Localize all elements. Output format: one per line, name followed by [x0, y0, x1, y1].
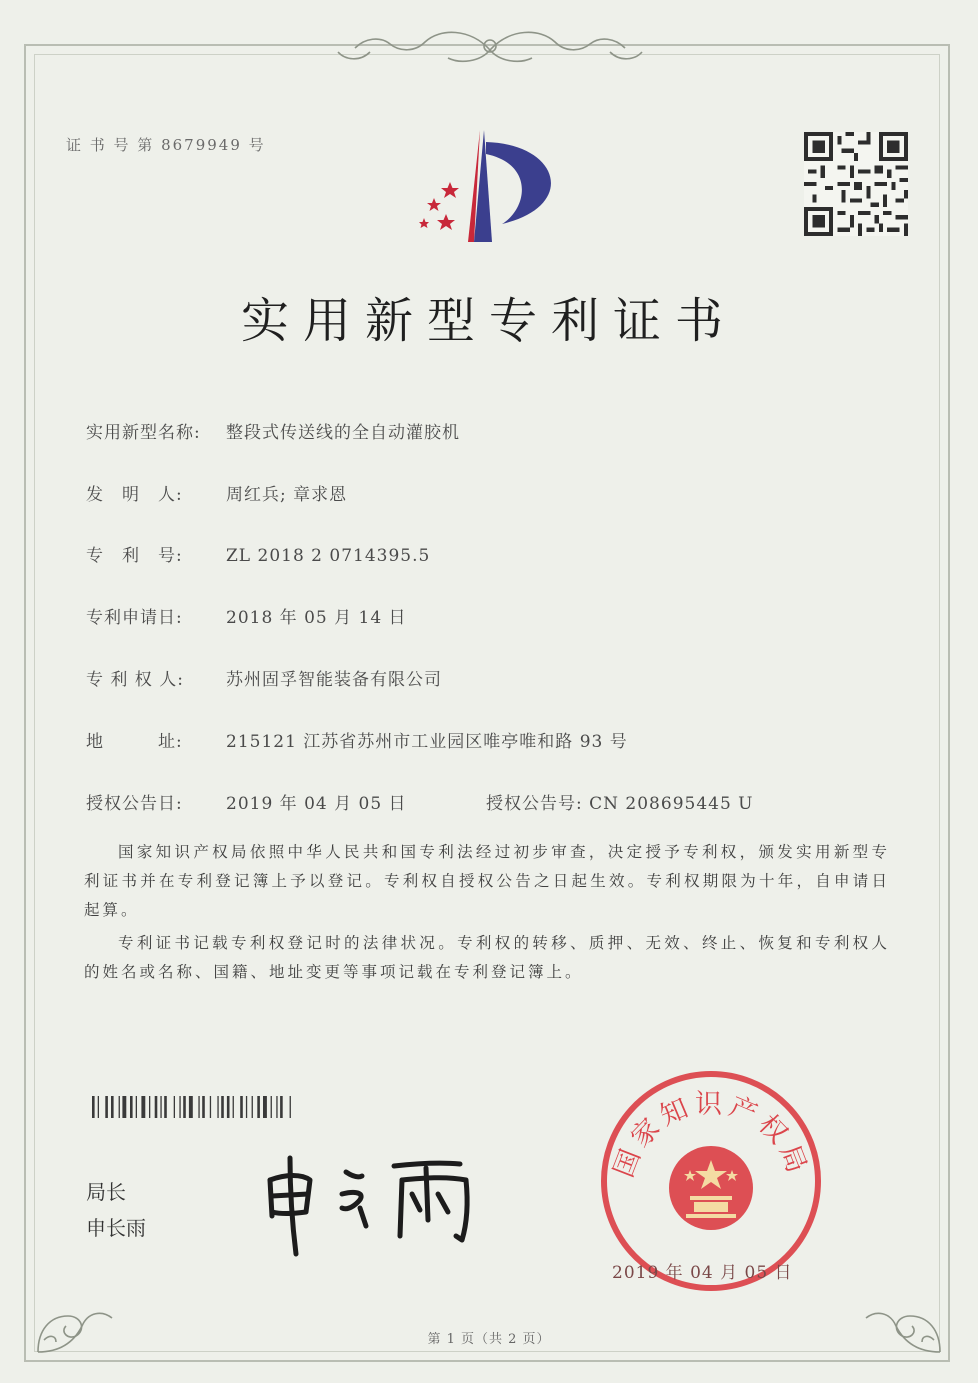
field-patentee: [86, 665, 442, 690]
seal-text: 国家知识产权局: [608, 1089, 814, 1182]
certificate-title: 实用新型专利证书: [240, 293, 737, 349]
barcode-bar: [276, 1096, 277, 1118]
barcode-bar: [111, 1096, 114, 1118]
field-value: ZL 2018 2 0714395.5: [226, 546, 431, 566]
field-value: 整段式传送线的全自动灌胶机: [226, 423, 460, 443]
barcode-bar: [280, 1096, 283, 1118]
field-value: 周红兵; 章求恩: [226, 485, 348, 505]
field-label: 专 利 权 人:: [86, 670, 184, 690]
barcode-bar: [98, 1096, 99, 1118]
field-label: 授权公告号:: [486, 794, 583, 814]
barcode: [92, 1096, 358, 1118]
barcode-bar: [246, 1096, 247, 1118]
field-label: 专利申请日:: [86, 608, 183, 628]
field-label: 地 址:: [86, 732, 183, 752]
barcode-bar: [183, 1096, 186, 1118]
director-title: 局长: [86, 1180, 126, 1204]
barcode-bar: [119, 1096, 120, 1118]
page-number: 第 1 页（共 2 页）: [427, 1332, 551, 1347]
barcode-bar: [189, 1096, 193, 1118]
barcode-bar: [174, 1096, 175, 1118]
bottom-right-ornament: [858, 1280, 948, 1360]
barcode-bar: [130, 1096, 133, 1118]
barcode-bar: [271, 1096, 272, 1118]
barcode-bar: [252, 1096, 253, 1118]
barcode-bar: [105, 1096, 108, 1118]
barcode-bar: [233, 1096, 234, 1118]
field-label: 实用新型名称:: [86, 423, 201, 443]
qr-code: [804, 132, 908, 236]
patent-office-logo: [410, 124, 580, 254]
field-grant-date: [86, 789, 407, 814]
barcode-bar: [122, 1096, 126, 1118]
field-address: [86, 727, 628, 752]
field-utility-model-name: [86, 418, 460, 443]
bottom-left-ornament: [30, 1280, 120, 1360]
barcode-bar: [92, 1096, 95, 1118]
barcode-bar: [227, 1096, 230, 1118]
barcode-bar: [221, 1096, 224, 1118]
barcode-bar: [149, 1096, 150, 1118]
director-name: 申长雨: [86, 1216, 146, 1240]
body-paragraph-1: 国家知识产权局依照中华人民共和国专利法经过初步审查，决定授予专利权，颁发实用新型专利证书并在专利登记簿上予以登记。专利权自授权公告之日起生效。专利权期限为十年，自申请日起算。: [84, 843, 890, 919]
barcode-bar: [202, 1096, 205, 1118]
top-ornament: [330, 22, 650, 72]
barcode-bar: [141, 1096, 145, 1118]
field-value: 2018 年 05 月 14 日: [226, 608, 407, 628]
barcode-bar: [198, 1096, 199, 1118]
field-announcement-number: [486, 789, 754, 814]
field-value: 2019 年 04 月 05 日: [226, 794, 407, 814]
barcode-bar: [240, 1096, 243, 1118]
certificate-number: 证 书 号 第 8679949 号: [66, 136, 266, 154]
field-value: CN 208695445 U: [589, 794, 754, 814]
field-label: 专 利 号:: [86, 546, 183, 566]
field-label: 授权公告日:: [86, 794, 183, 814]
barcode-bar: [155, 1096, 158, 1118]
field-label: 发 明 人:: [86, 485, 183, 505]
handwritten-signature: [262, 1150, 492, 1260]
barcode-bar: [257, 1096, 260, 1118]
barcode-bar: [210, 1096, 211, 1118]
field-value: 苏州固孚智能装备有限公司: [226, 670, 442, 690]
barcode-bar: [290, 1096, 291, 1118]
barcode-bar: [179, 1096, 180, 1118]
field-application-date: [86, 603, 407, 628]
barcode-bar: [136, 1096, 137, 1118]
field-inventors: [86, 480, 347, 505]
barcode-bar: [263, 1096, 267, 1118]
barcode-bar: [160, 1096, 161, 1118]
seal-date: 2019 年 04 月 05 日: [612, 1263, 793, 1283]
barcode-bar: [164, 1096, 167, 1118]
field-patent-number: [86, 541, 430, 566]
body-paragraph-2: 专利证书记载专利权登记时的法律状况。专利权的转移、质押、无效、终止、恢复和专利权人的姓名或名称、国籍、地址变更等事项记载在专利登记簿上。: [84, 934, 890, 981]
barcode-bar: [217, 1096, 218, 1118]
field-value: 215121 江苏省苏州市工业园区唯亭唯和路 93 号: [226, 732, 628, 752]
